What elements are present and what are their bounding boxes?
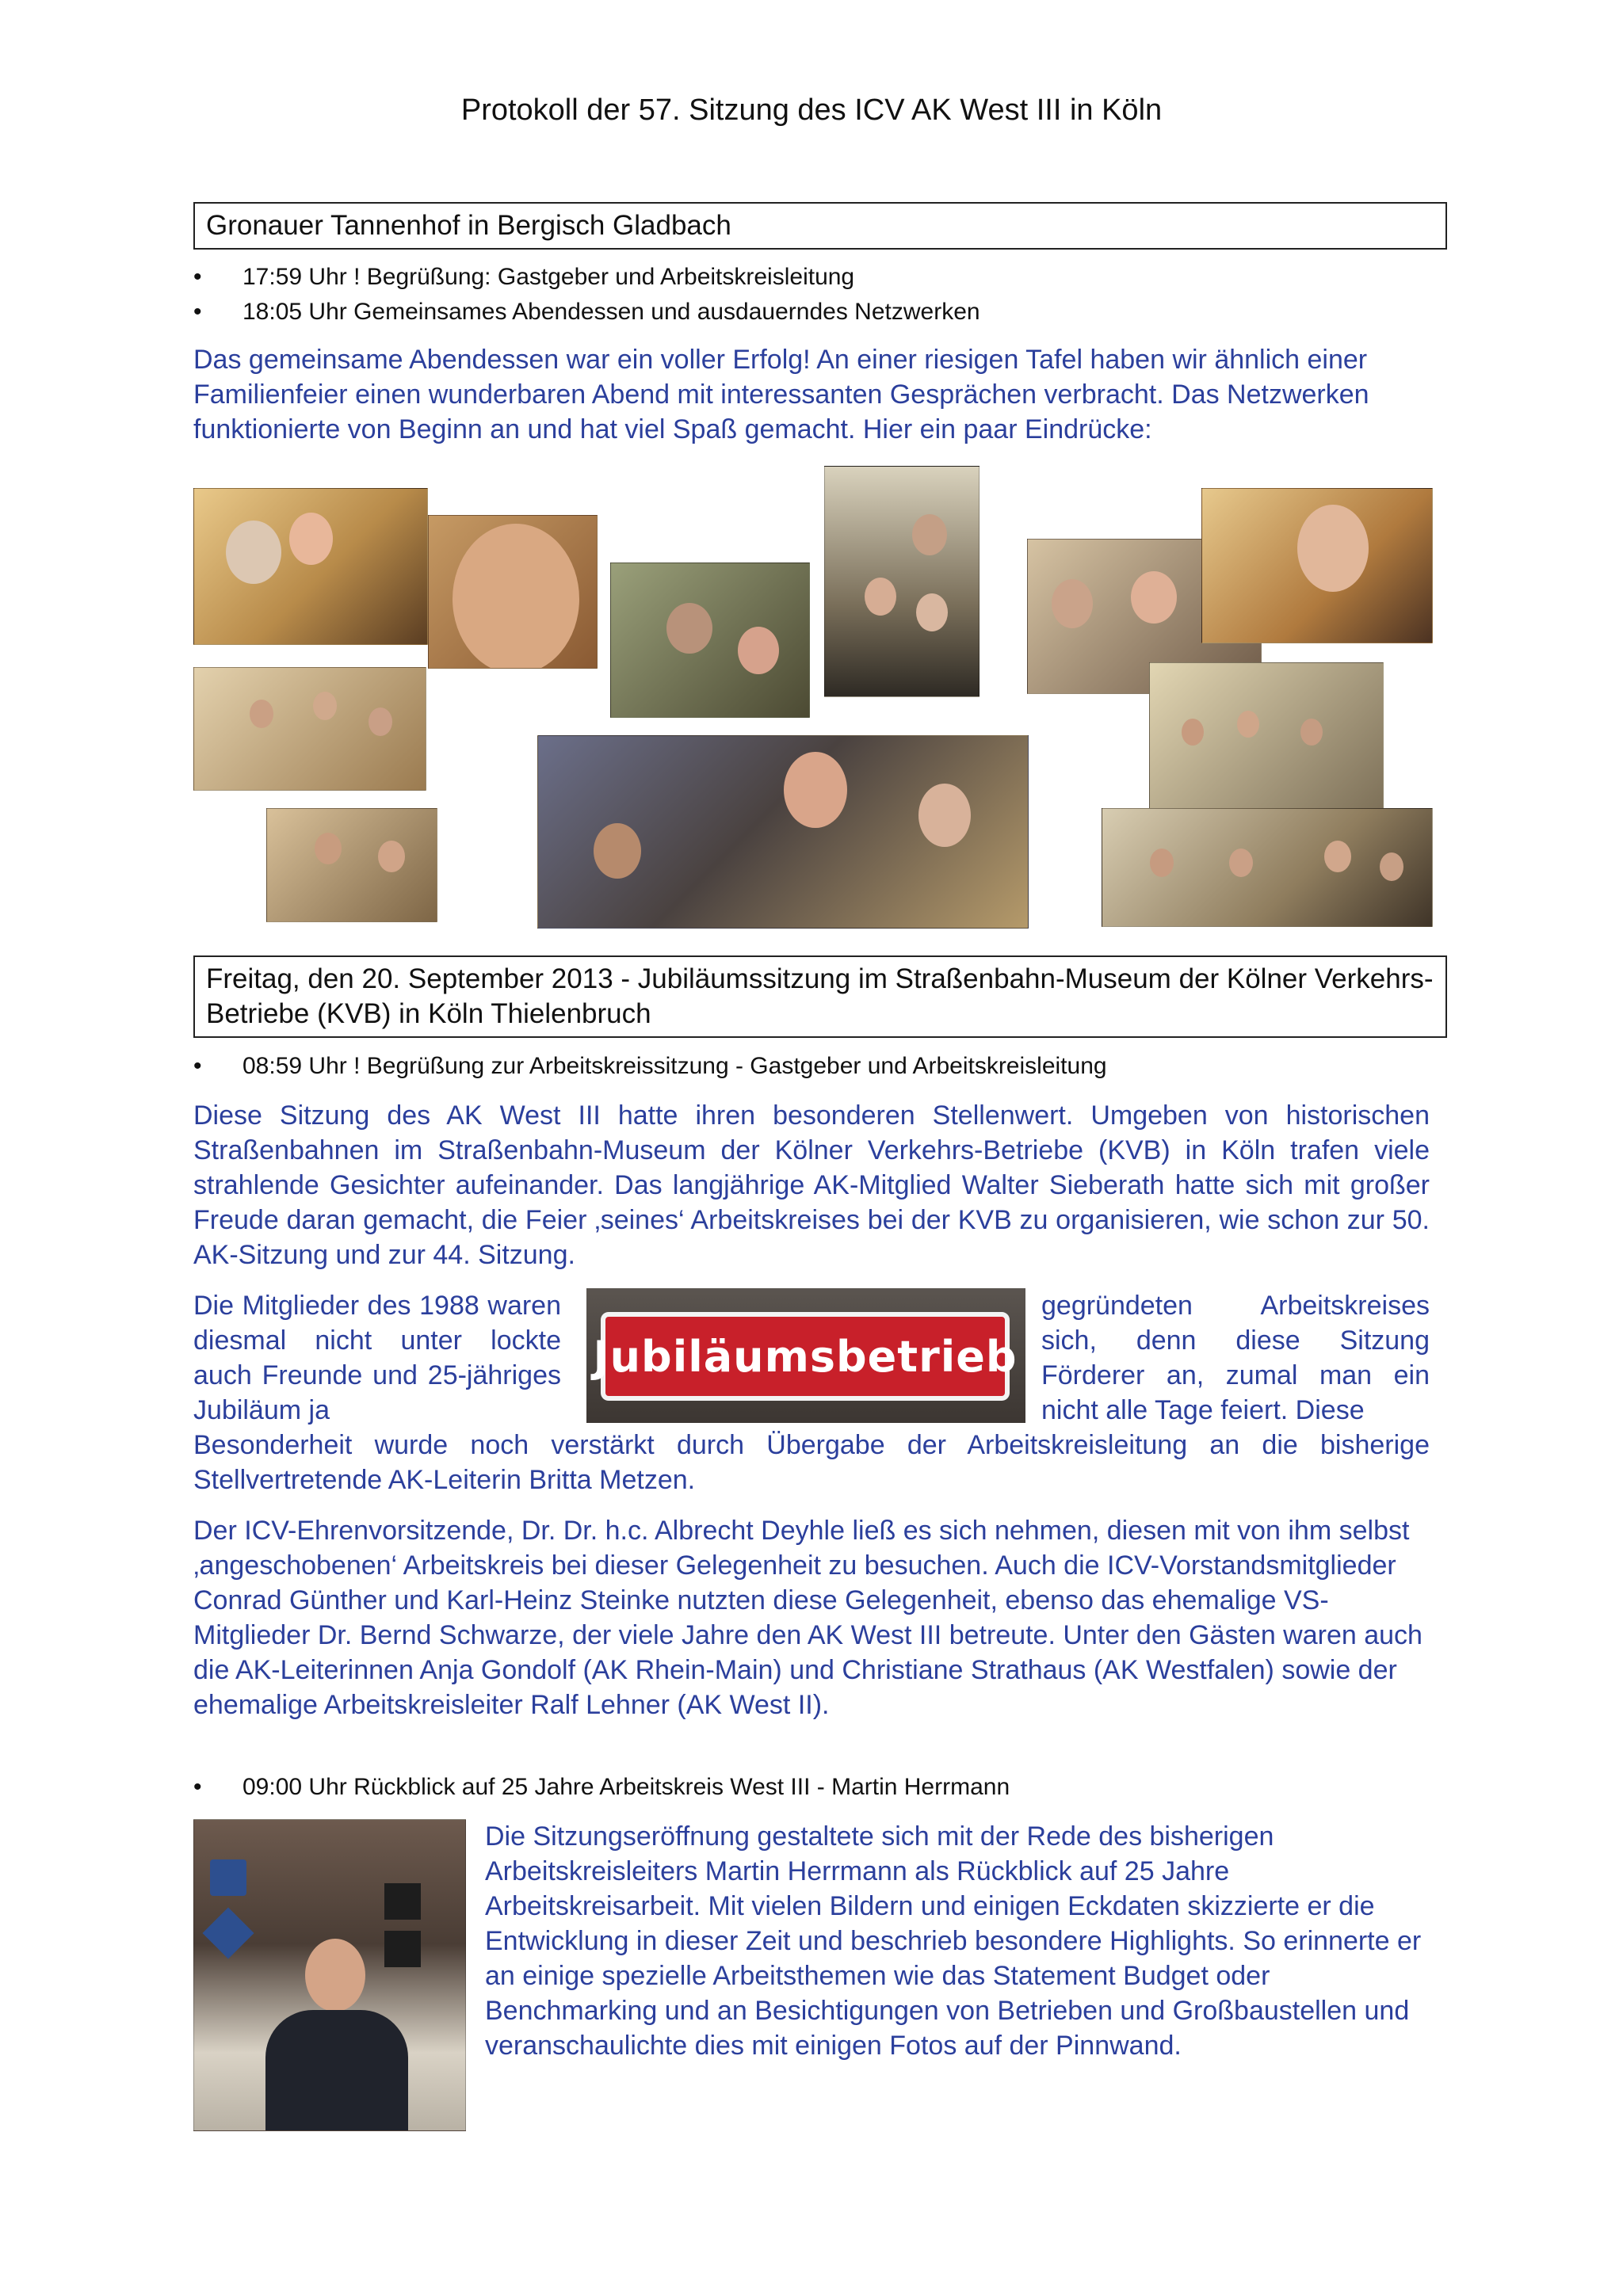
collage-photo-room-standing — [193, 667, 426, 791]
bullet-item-session-greeting: • 08:59 Uhr ! Begrüßung zur Arbeitskreissitzung - Gastgeber und Arbeitskreisleitung — [193, 1049, 1447, 1084]
paragraph-guests: Der ICV-Ehrenvorsitzende, Dr. Dr. h.c. Albrecht Deyhle ließ es sich nehmen, diesen mit von ihm selbst ‚angeschobenen‘ Arbeitskreis bei dieser Gelegenheit zu besuchen. Auch die ICV-Vorstandsmitglieder Conrad Günther und Karl-Heinz Steinke nutzten diese Gelegenheit, ebenso das ehemalige VS-Mitglieder Dr. Bernd Schwarze, der viele Jahre den AK West III betreute. Unter den Gästen waren auch die AK-Leiterinnen Anja Gondolf (AK Rhein-Main) und Christiane Strathaus (AK Westfalen) sowie der ehemalige Arbeitskreisleiter Ralf Lehner (AK West II). — [193, 1516, 1423, 1720]
bullet-item-greeting: • 17:59 Uhr ! Begrüßung: Gastgeber und Arbeitskreisleitung — [193, 260, 1447, 295]
collage-photo-smiling-man — [428, 515, 598, 669]
collage-photo-guests-1 — [193, 488, 428, 645]
bullet-list-evening — [193, 260, 1447, 330]
section-heading-gronauer: Gronauer Tannenhof in Bergisch Gladbach — [193, 202, 1447, 250]
collage-photo-long-table — [1102, 808, 1433, 927]
collage-photo-room-guests — [1149, 662, 1384, 813]
paragraph-special-session: Diese Sitzung des AK West III hatte ihren besonderen Stellenwert. Umgeben von historischen Straßenbahnen im Straßenbahn-Museum der Kölner Verkehrs-Betriebe (KVB) in Köln trafen viele strahlende Gesichter aufeinander. Das langjährige AK-Mitglied Walter Sieberath hatte sich mit großer Freude daran gemacht, die Feier ‚seines‘ Arbeitskreises bei der KVB zu organisieren, wie schon zur 50. AK-Sitzung und zur 44. Sitzung. — [193, 1100, 1430, 1270]
paragraph-members-continued: Besonderheit wurde noch verstärkt durch Übergabe der Arbeitskreisleitung an die bisherige Stellvertretende AK-Leiterin Britta Metzen. — [193, 1430, 1430, 1495]
collage-photo-laughing-man — [1201, 488, 1433, 643]
section-heading-jubilee: Freitag, den 20. September 2013 - Jubiläumssitzung im Straßenbahn-Museum der Kölner Verkehrs-Betriebe (KVB) in Köln Thielenbruch — [193, 955, 1447, 1038]
paragraph-members-left: Die Mitglieder des 1988 waren diesmal nicht unter lockte auch Freunde und 25-jähriges Jubiläum ja — [193, 1291, 561, 1425]
paragraph-members-right: gegründeten Arbeitskreises sich, denn diese Sitzung Förderer an, zumal man ein nicht alle Tage feiert. Diese — [1041, 1291, 1430, 1425]
jubilaeumsbetrieb-sign-image — [586, 1288, 1025, 1423]
bullet-item-review: • 09:00 Uhr Rückblick auf 25 Jahre Arbeitskreis West III - Martin Herrmann — [193, 1770, 1447, 1805]
collage-photo-pinboard-viewers — [266, 808, 437, 922]
sign-text: Jubiläumsbetrieb — [593, 1331, 1018, 1382]
paragraph-review-speech: Die Sitzungseröffnung gestaltete sich mit der Rede des bisherigen Arbeitskreisleiters Martin Herrmann als Rückblick auf 25 Jahre Arbeitskreisarbeit. Mit vielen Bildern und einigen Eckdaten skizzierte er die Entwicklung in dieser Zeit und beschrieb besondere Highlights. So erinnerte er an einige spezielle Arbeitsthemen wie das Statement Budget oder Benchmarking und an Besichtigungen von Betrieben und Großbaustellen und veranschaulichte dies mit einigen Fotos auf der Pinnwand. — [485, 1821, 1422, 2061]
bullet-list-review — [193, 1770, 1447, 1805]
page-title: Protokoll der 57. Sitzung des ICV AK West III in Köln — [460, 93, 1163, 127]
bullet-list-greeting-session — [193, 1049, 1447, 1084]
collage-photo-standing-men — [824, 466, 980, 697]
collage-photo-table-conversation — [610, 563, 810, 718]
sign-plate — [593, 1312, 1018, 1401]
paragraph-dinner: Das gemeinsame Abendessen war ein voller Erfolg! An einer riesigen Tafel haben wir ähnlich einer Familienfeier einen wunderbaren Abend mit interessanten Gesprächen verbracht. Das Netzwerken funktionierte von Beginn an und hat viel Spaß gemacht. Hier ein paar Eindrücke: — [193, 345, 1369, 444]
speaker-photo-martin-herrmann — [193, 1819, 466, 2131]
collage-photo-group-seated — [537, 735, 1029, 929]
bullet-item-dinner: • 18:05 Uhr Gemeinsames Abendessen und ausdauerndes Netzwerken — [193, 295, 1447, 330]
